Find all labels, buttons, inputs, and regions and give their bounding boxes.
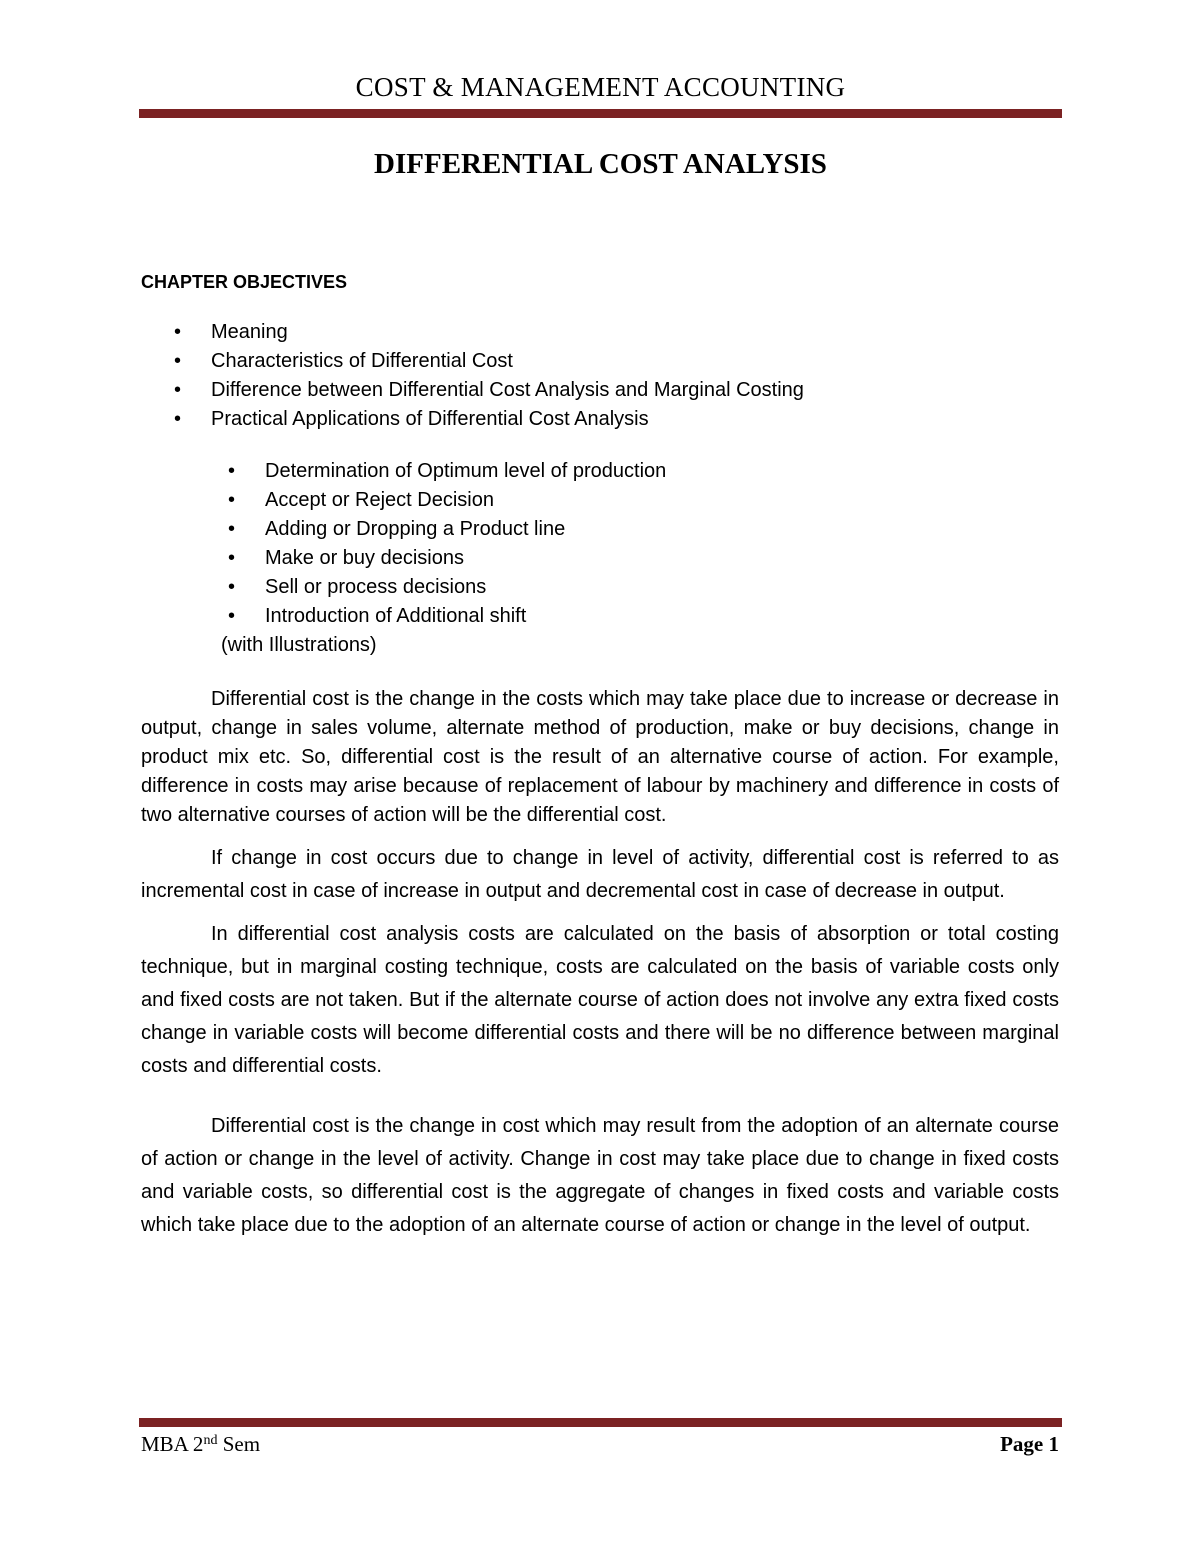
- list-item: • Sell or process decisions: [141, 573, 1059, 602]
- list-item: • Introduction of Additional shift: [141, 602, 1059, 631]
- paragraph-definition: Differential cost is the change in the costs which may take place due to increase or decrease in output, change in sales volume, alternate method of production, make or buy decisions, change in product mix etc. So, differential cost is the result of an alternative course of action. For example, difference in costs may arise because of replacement of labour by machinery and difference in costs of two alternative courses of action will be the differential cost.: [141, 688, 1059, 826]
- running-header: COST & MANAGEMENT ACCOUNTING: [355, 72, 846, 102]
- list-item: • Meaning: [141, 318, 1059, 347]
- document-title: DIFFERENTIAL COST ANALYSIS: [374, 148, 827, 180]
- footer-course-suffix: Sem: [217, 1432, 261, 1456]
- footer-course-sup: nd: [203, 1433, 218, 1448]
- paragraph-comparison: In differential cost analysis costs are calculated on the basis of absorption or total costing technique, but in marginal costing technique, costs are calculated on the basis of variable costs only and fixed costs are not taken. But if the alternate course of action does not involve any extra fixed costs change in variable costs will become differential costs and there will be no difference between marginal costs and differential costs.: [141, 923, 1059, 1077]
- list-item: • Accept or Reject Decision: [141, 486, 1059, 515]
- list-item: • Determination of Optimum level of production: [141, 457, 1059, 486]
- footer-rule: [139, 1418, 1062, 1427]
- list-item: • Characteristics of Differential Cost: [141, 347, 1059, 376]
- header-rule: [139, 109, 1062, 118]
- chapter-objectives-heading: CHAPTER OBJECTIVES: [141, 272, 348, 292]
- objectives-list: [141, 318, 1059, 434]
- paragraph-aggregate: Differential cost is the change in cost which may result from the adoption of an alternate course of action or change in the level of activity. Change in cost may take place due to change in fixed costs and variable costs, so differential cost is the aggregate of changes in fixed costs and variable costs which take place due to the adoption of an alternate course of action or change in the level of output.: [141, 1115, 1059, 1236]
- illustrations-note: (with Illustrations): [221, 634, 377, 656]
- paragraph-incremental: If change in cost occurs due to change in level of activity, differential cost is referred to as incremental cost in case of increase in output and decremental cost in case of decrease in output.: [141, 847, 1059, 902]
- footer-course-prefix: MBA 2: [141, 1432, 204, 1456]
- list-item: • Adding or Dropping a Product line: [141, 515, 1059, 544]
- list-item: • Practical Applications of Differential Cost Analysis: [141, 405, 1059, 434]
- list-item: • Difference between Differential Cost Analysis and Marginal Costing: [141, 376, 1059, 405]
- page-number: Page 1: [1000, 1432, 1059, 1456]
- list-item: • Make or buy decisions: [141, 544, 1059, 573]
- footer-course: [141, 1432, 260, 1457]
- applications-list: [141, 457, 1059, 631]
- document-body: [141, 268, 1059, 1242]
